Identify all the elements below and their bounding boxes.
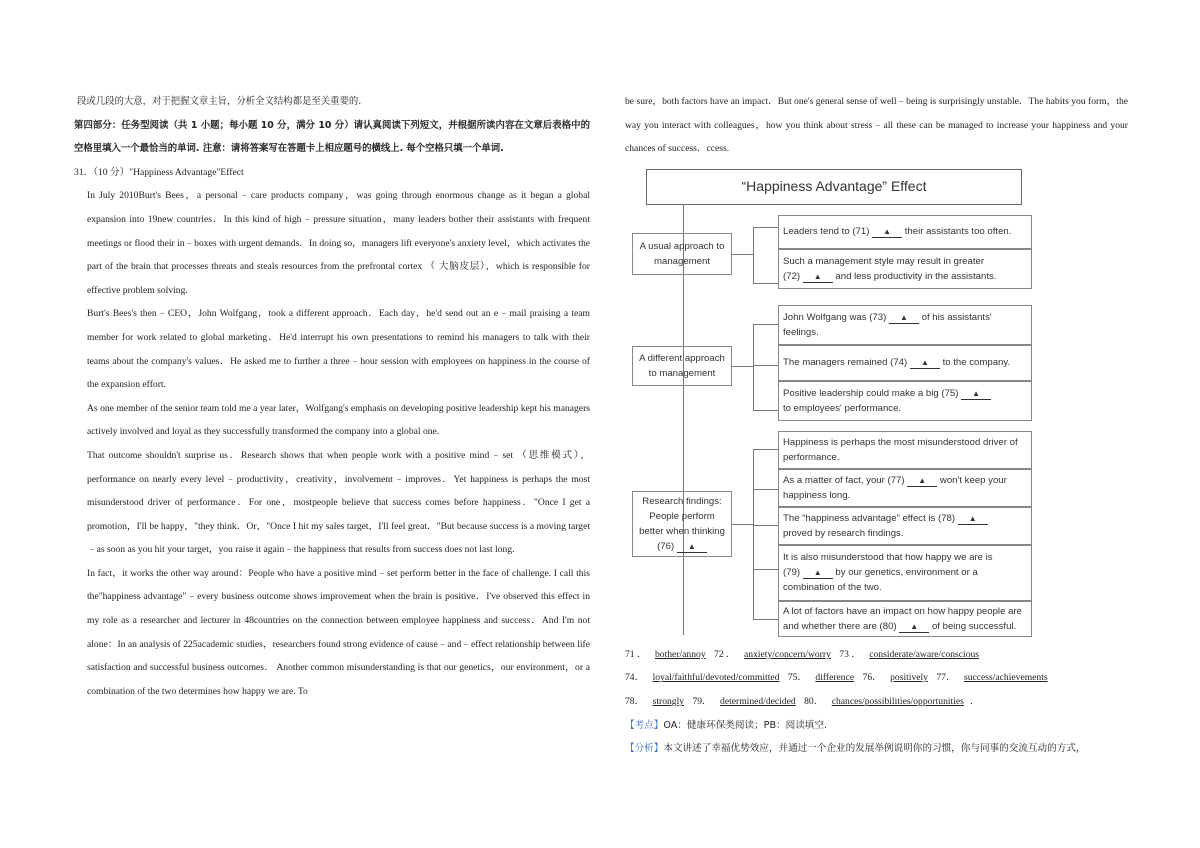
blank-77: ▲ <box>907 475 937 487</box>
item-75 <box>778 381 1032 421</box>
blank-76: ▲ <box>677 541 707 553</box>
item-text: and less productivity in the assistants. <box>835 270 997 282</box>
group-research-findings <box>632 491 732 557</box>
blank-78: ▲ <box>958 513 988 525</box>
item-text: to the company. <box>942 357 1011 369</box>
answer-72: anxiety/concern/worry <box>744 648 831 660</box>
connector <box>753 283 778 284</box>
group-label: Research findings: People perform better when thinking (76) <box>639 495 725 552</box>
connector <box>753 365 778 366</box>
connector <box>753 569 778 570</box>
item-72 <box>778 249 1032 289</box>
answer-71: bother/annoy <box>655 648 706 660</box>
item-text: The managers remained (74) <box>783 357 908 369</box>
item-text: proved by research findings. <box>783 527 904 539</box>
item-text: won't keep your happiness long. <box>783 474 1007 501</box>
item-text: The “happiness advantage” effect is (78) <box>783 512 956 524</box>
fenxi-tag: 【分析】 <box>625 743 664 755</box>
answer-number: 79． <box>692 695 712 707</box>
blank-74: ▲ <box>910 357 940 369</box>
blank-75: ▲ <box>961 388 991 400</box>
paragraph-intro: 段或几段的大意，对于把握文章主旨，分析全文结构都是至关重要的. <box>77 96 362 107</box>
answer-78: strongly <box>652 695 685 707</box>
item-text: (79) <box>783 567 801 579</box>
answer-number: 80． <box>804 695 824 707</box>
passage-paragraph-5: In fact，it works the other way around：People who have a positive mind﹣set perform better in the face of challenge. I call this the"happiness advantage"﹣every business outcome shows improvement when the brain is positive．I've observed this effect in my role as a researcher and lecturer in 48countries on the connection between employee happiness and success．And I'm not alone：In an analysis of 225academic studies，researchers found strong evidence of cause﹣and﹣effect relationship between life satisfaction and successful business outcomes． Another common misunderstanding is that our genetics，our environment，or a combination of the two determines how happy we are. To <box>87 567 590 697</box>
connector <box>753 227 778 228</box>
blank-80: ▲ <box>899 621 929 633</box>
answer-75: difference <box>815 672 855 684</box>
connector <box>753 449 778 450</box>
item-78 <box>778 507 1032 545</box>
item-79 <box>778 545 1032 601</box>
answer-number: 77． <box>936 672 956 684</box>
connector <box>753 410 778 411</box>
passage-paragraph-2: Burt's Bees's then﹣CEO，John Wolfgang，took a different approach．Each day，he'd send out an e﹣mail praising a team member for work related to global marketing．He'd interrupt his own presentations to remind his managers to talk with their teams about the company's values．He asked me to further a three﹣hour session with employees on happiness in the course of the expansion effort. <box>87 308 590 391</box>
item-text: their assistants too often. <box>904 226 1012 238</box>
item-text: Such a management style may result in greater <box>783 255 985 267</box>
item-text: to employees' performance. <box>783 402 902 414</box>
section-instructions: 第四部分：任务型阅读（共 1 小题；每小题 10 分，满分 10 分）请认真阅读下列短文，并根据所读内容在文章后表格中的空格里填入一个最恰当的单词. 注意：请将答案写在答题卡上相应题号的横线上. 每个空格只填一个单词. <box>74 119 590 155</box>
answer-number: 78． <box>625 695 645 707</box>
answer-80: chances/possibilities/opportunities <box>831 695 964 707</box>
passage-paragraph-6: be sure，both factors have an impact．But one's general sense of well﹣being is surprisingly unstable．The habits you form，the way you interact with colleagues，how you think about stress﹣all these can be managed to increase your happiness and your chances of success．ccess. <box>625 96 1128 155</box>
answer-line-1 <box>625 643 1128 667</box>
fenxi-text: 本文讲述了幸福优势效应，并通过一个企业的发展举例说明你的习惯，你与同事的交流互动的方式， <box>663 743 1086 755</box>
answer-79: determined/decided <box>720 695 796 707</box>
group-different-approach <box>632 346 732 386</box>
answer-73: considerate/aware/conscious <box>869 648 980 660</box>
connector <box>753 489 778 490</box>
connector <box>732 254 753 255</box>
item-73 <box>778 305 1032 345</box>
item-text: Happiness is perhaps the most misunderstood driver of performance. <box>783 436 1018 463</box>
connector <box>753 324 754 410</box>
connector <box>732 524 753 525</box>
left-column <box>74 90 590 703</box>
item-text: (72) <box>783 270 801 282</box>
diagram-title: “Happiness Advantage” Effect <box>646 169 1022 205</box>
item-text: John Wolfgang was (73) <box>783 311 887 323</box>
blank-79: ▲ <box>803 567 833 579</box>
happiness-advantage-diagram <box>631 169 1041 637</box>
kaodian-tag: 【考点】 <box>625 719 664 731</box>
right-column <box>625 90 1128 761</box>
item-74 <box>778 345 1032 381</box>
passage-paragraph-4: That outcome shouldn't surprise us．Research shows that when people work with a positive mind﹣set （思维模式），performance on nearly every level﹣productivity，creativity，involvement﹣improves．Yet happiness is perhaps the most misunderstood driver of performance．For one，mostpeople believe that success comes before happiness．"Once I get a promotion，I'll be happy，"they think．Or，"Once I hit my sales target，I'll feel great．"But because success is a moving target﹣as soon as you hit your target，you raise it again﹣the happiness that results from success does not last long. <box>87 449 590 556</box>
item-text: As a matter of fact, your (77) <box>783 474 905 486</box>
passage-paragraph-1: In July 2010Burt's Bees，a personal﹣care products company，was going through enormous change as it began a global expansion into 19new countries．In this kind of high﹣pressure situation，many leaders bother their assistants with frequent meetings or flood their in﹣boxes with urgent demands．In doing so，managers lift everyone's anxiety level，which activates the part of the brain that processes threats and steals resources from the prefrontal cortex （ 大脑皮层），which is responsible for effective problem solving. <box>87 190 590 296</box>
answer-74: loyal/faithful/devoted/committed <box>652 672 780 684</box>
answer-77: success/achievements <box>963 672 1048 684</box>
connector <box>753 525 778 526</box>
item-text: A lot of factors have an impact on how happy people are and whether there are (80) <box>783 605 1022 632</box>
connector <box>753 227 754 283</box>
fenxi-line <box>625 737 1128 761</box>
answer-end: ． <box>969 695 980 707</box>
item-80 <box>778 601 1032 637</box>
item-77 <box>778 469 1032 507</box>
answer-number: 72 ． <box>714 648 736 660</box>
item-text: Leaders tend to (71) <box>783 226 870 238</box>
group-label: A usual approach to management <box>639 240 725 267</box>
item-text: of his assistants' feelings. <box>783 311 992 338</box>
blank-72: ▲ <box>803 271 833 283</box>
item-71 <box>778 215 1032 249</box>
connector <box>753 619 778 620</box>
connector <box>753 449 754 619</box>
item-happiness-driver <box>778 431 1032 469</box>
connector <box>753 324 778 325</box>
group-usual-approach <box>632 233 732 275</box>
answer-number: 71 ． <box>625 648 647 660</box>
passage-paragraph-3: As one member of the senior team told me a year later，Wolfgang's emphasis on developing positive leadership kept his managers actively involved and loyal as they successfully transformed the company into a global one. <box>87 402 590 438</box>
answer-line-3 <box>625 690 1128 714</box>
group-label: A different approach to management <box>639 352 725 379</box>
item-text: by our genetics, environment or a combination of the two. <box>783 567 978 594</box>
blank-73: ▲ <box>889 312 919 324</box>
answer-number: 75． <box>787 672 808 684</box>
blank-71: ▲ <box>872 226 902 238</box>
answer-line-2 <box>625 666 1128 690</box>
item-text: It is also misunderstood that how happy we are is <box>783 552 993 564</box>
answer-number: 76． <box>862 672 882 684</box>
question-title: 31．（10 分）"Happiness Advantage"Effect <box>74 166 244 178</box>
connector <box>732 366 753 367</box>
answer-number: 74． <box>625 672 645 684</box>
kaodian-line <box>625 714 1128 738</box>
item-text: Positive leadership could make a big (75) <box>783 387 959 399</box>
answer-76: positively <box>890 672 928 684</box>
kaodian-text: OA：健康环保类阅读；PB：阅读填空. <box>663 719 828 731</box>
answer-number: 73 ． <box>839 648 861 660</box>
item-text: of being successful. <box>931 620 1017 632</box>
